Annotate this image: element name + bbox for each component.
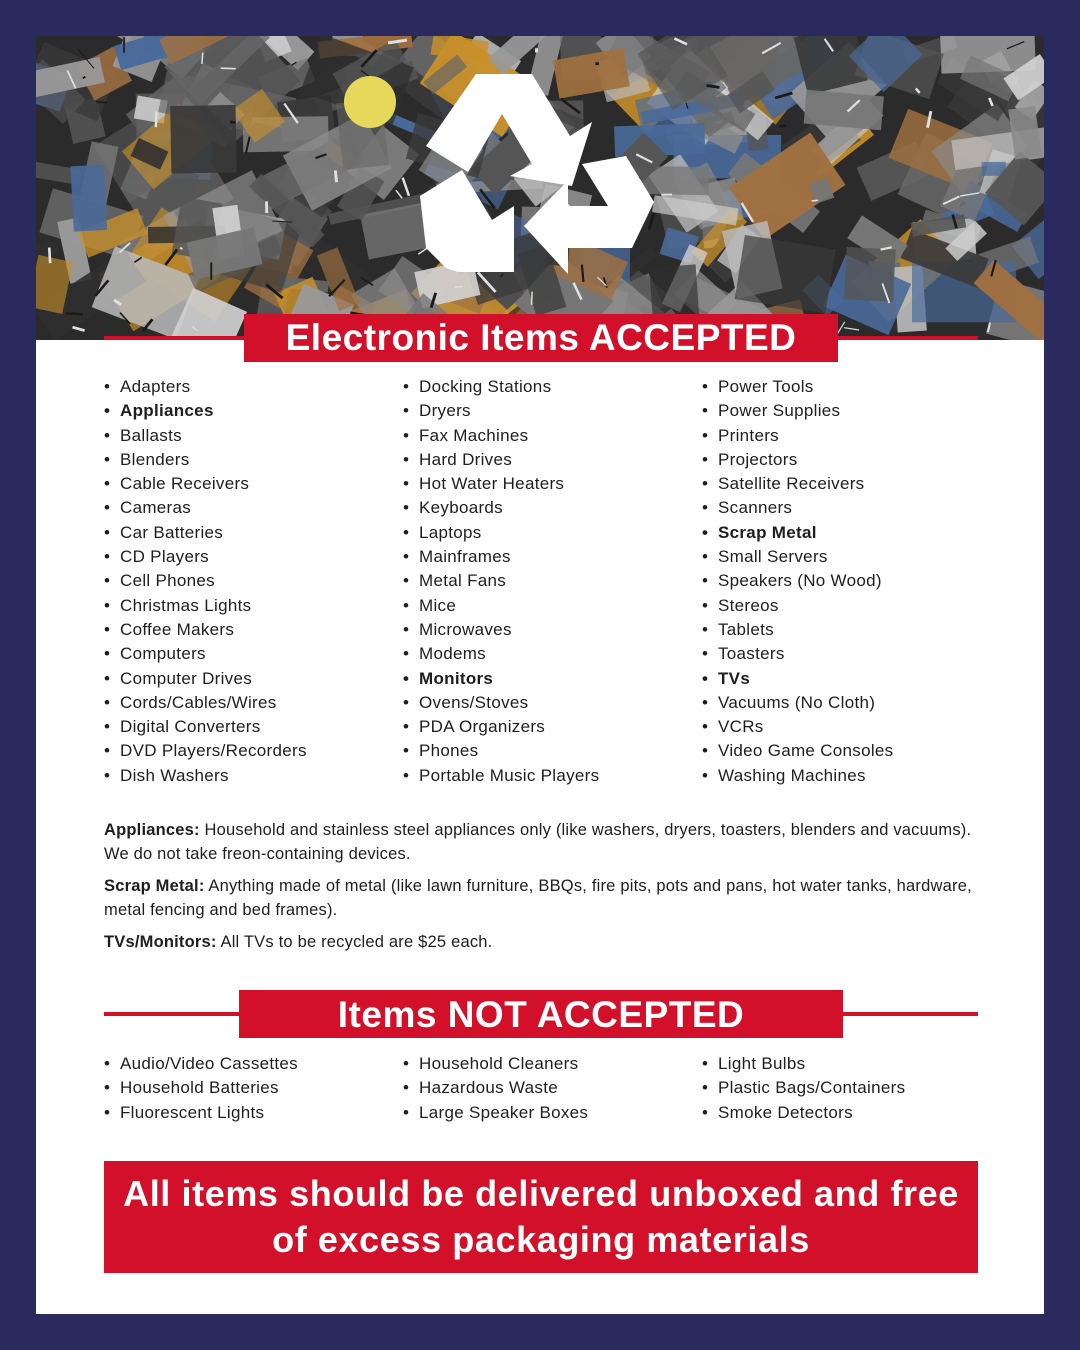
list-item: • DVD Players/Recorders [104, 739, 403, 763]
not-accepted-column [403, 1052, 702, 1125]
list-item: • Satellite Receivers [702, 472, 1001, 496]
list-item: • Laptops [403, 521, 702, 545]
list-item: • Christmas Lights [104, 594, 403, 618]
list-item: • Appliances [104, 399, 403, 423]
list-item: • TVs [702, 667, 1001, 691]
list-item: • Cameras [104, 496, 403, 520]
not-accepted-heading-emphasis: NOT ACCEPTED [447, 994, 745, 1035]
accepted-column [403, 375, 702, 788]
list-item: • Smoke Detectors [702, 1101, 1001, 1125]
accepted-heading-emphasis: ACCEPTED [588, 317, 797, 358]
list-item: • Computers [104, 642, 403, 666]
list-item: • Toasters [702, 642, 1001, 666]
list-item: • Ballasts [104, 424, 403, 448]
list-item: • Hot Water Heaters [403, 472, 702, 496]
delivery-notice [104, 1161, 978, 1273]
accepted-heading [244, 314, 838, 362]
note-tvs-monitors [104, 930, 984, 954]
list-item: • Dish Washers [104, 764, 403, 788]
list-item: • Portable Music Players [403, 764, 702, 788]
not-accepted-list [104, 1052, 1004, 1125]
notes-section [104, 818, 984, 962]
banner-rule-left [104, 336, 254, 340]
list-item: • Blenders [104, 448, 403, 472]
list-item: • Large Speaker Boxes [403, 1101, 702, 1125]
list-item: • PDA Organizers [403, 715, 702, 739]
note-text: Anything made of metal (like lawn furniture, BBQs, fire pits, pots and pans, hot water tanks, hardware, metal fencing and bed frames). [104, 877, 972, 919]
list-item: • Plastic Bags/Containers [702, 1076, 1001, 1100]
list-item: • Car Batteries [104, 521, 403, 545]
list-item: • CD Players [104, 545, 403, 569]
flyer-card [36, 36, 1044, 1314]
list-item: • Stereos [702, 594, 1001, 618]
list-item: • Speakers (No Wood) [702, 569, 1001, 593]
list-item: • Cords/Cables/Wires [104, 691, 403, 715]
note-label: Scrap Metal: [104, 877, 205, 895]
not-accepted-heading-prefix: Items [337, 994, 448, 1035]
electronic-scrap-photo [36, 36, 1044, 340]
list-item: • Video Game Consoles [702, 739, 1001, 763]
list-item: • Power Tools [702, 375, 1001, 399]
list-item: • Audio/Video Cassettes [104, 1052, 403, 1076]
banner-rule-right [838, 1012, 978, 1016]
list-item: • Computer Drives [104, 667, 403, 691]
note-label: Appliances: [104, 821, 200, 839]
list-item: • Microwaves [403, 618, 702, 642]
list-item: • Cable Receivers [104, 472, 403, 496]
list-item: • Tablets [702, 618, 1001, 642]
accepted-column [104, 375, 403, 788]
list-item: • Dryers [403, 399, 702, 423]
list-item: • Coffee Makers [104, 618, 403, 642]
not-accepted-column [702, 1052, 1001, 1125]
list-item: • Projectors [702, 448, 1001, 472]
list-item: • Adapters [104, 375, 403, 399]
note-appliances [104, 818, 984, 866]
list-item: • Phones [403, 739, 702, 763]
list-item: • Mice [403, 594, 702, 618]
list-item: • Household Batteries [104, 1076, 403, 1100]
not-accepted-column [104, 1052, 403, 1125]
hero-image [36, 36, 1044, 340]
delivery-notice-text: All items should be delivered unboxed and free of excess packaging materials [123, 1173, 959, 1260]
banner-rule-right [826, 336, 978, 340]
list-item: • Digital Converters [104, 715, 403, 739]
list-item: • Monitors [403, 667, 702, 691]
list-item: • Hazardous Waste [403, 1076, 702, 1100]
list-item: • Light Bulbs [702, 1052, 1001, 1076]
list-item: • Scanners [702, 496, 1001, 520]
list-item: • Power Supplies [702, 399, 1001, 423]
list-item: • Vacuums (No Cloth) [702, 691, 1001, 715]
accepted-heading-prefix: Electronic Items [285, 317, 589, 358]
banner-rule-left [104, 1012, 244, 1016]
list-item: • Printers [702, 424, 1001, 448]
list-item: • Washing Machines [702, 764, 1001, 788]
list-item: • VCRs [702, 715, 1001, 739]
list-item: • Keyboards [403, 496, 702, 520]
list-item: • Modems [403, 642, 702, 666]
note-text: Household and stainless steel appliances only (like washers, dryers, toasters, blenders and vacuums). We do not take freon-containing devices. [104, 821, 972, 863]
note-text: All TVs to be recycled are $25 each. [216, 933, 493, 951]
list-item: • Small Servers [702, 545, 1001, 569]
note-scrap-metal [104, 874, 984, 922]
list-item: • Scrap Metal [702, 521, 1001, 545]
list-item: • Cell Phones [104, 569, 403, 593]
list-item: • Fax Machines [403, 424, 702, 448]
accepted-column [702, 375, 1001, 788]
list-item: • Mainframes [403, 545, 702, 569]
list-item: • Hard Drives [403, 448, 702, 472]
list-item: • Docking Stations [403, 375, 702, 399]
list-item: • Metal Fans [403, 569, 702, 593]
accepted-list [104, 375, 1004, 788]
list-item: • Ovens/Stoves [403, 691, 702, 715]
not-accepted-heading [239, 990, 843, 1038]
list-item: • Household Cleaners [403, 1052, 702, 1076]
note-label: TVs/Monitors: [104, 933, 217, 951]
list-item: • Fluorescent Lights [104, 1101, 403, 1125]
